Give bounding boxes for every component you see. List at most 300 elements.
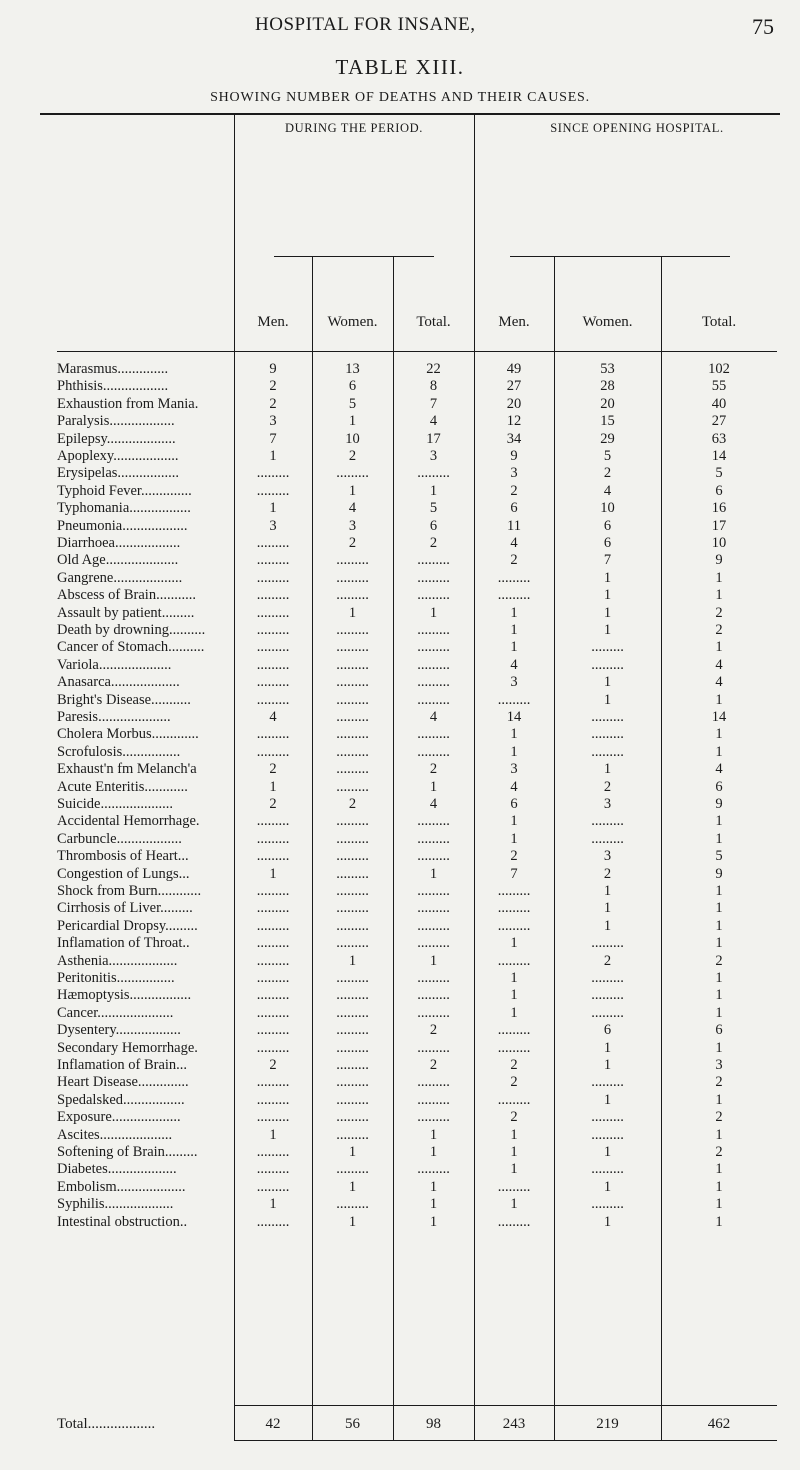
table-cell: 1: [715, 726, 723, 743]
table-cell: .........: [417, 1074, 450, 1091]
table-cell: .........: [256, 622, 290, 638]
group-rule-right: [510, 256, 730, 257]
table-cell: .........: [256, 535, 290, 551]
table-cell: .........: [256, 482, 290, 499]
table-cell: 2: [510, 552, 518, 569]
table-cell: 2: [429, 1057, 438, 1073]
table-cell: .........: [591, 709, 624, 725]
table-cell: 2: [603, 952, 612, 969]
running-head: HOSPITAL FOR INSANE,: [255, 14, 476, 35]
table-cell: 3: [269, 517, 277, 534]
table-row: [0, 500, 800, 517]
table-cell: .........: [497, 1091, 531, 1108]
cause-label: Diarrhoea..................: [57, 535, 181, 551]
cause-label: Suicide....................: [57, 796, 173, 812]
table-cell: .........: [497, 569, 531, 586]
table-cell: 1: [603, 1178, 612, 1195]
total-cell: 243: [502, 1416, 526, 1432]
cause-label: Old Age....................: [57, 552, 179, 569]
cause-label: Gangrene...................: [57, 569, 183, 586]
table-row: [0, 900, 800, 917]
table-cell: 7: [603, 552, 612, 569]
table-cell: 1: [348, 1213, 357, 1230]
table-row: [0, 570, 800, 587]
table-cell: 2: [348, 535, 357, 551]
cause-label: Cholera Morbus.............: [57, 726, 199, 743]
table-cell: .........: [497, 952, 531, 969]
table-cell: 2: [510, 848, 518, 865]
table-cell: .........: [591, 726, 624, 743]
table-cell: 5: [715, 848, 723, 865]
table-cell: 13: [345, 361, 360, 377]
table-cell: 49: [506, 361, 522, 377]
table-cell: .........: [497, 917, 531, 934]
table-cell: 2: [269, 378, 277, 395]
table-cell: 2: [510, 482, 518, 499]
table-cell: .........: [336, 1196, 369, 1213]
table-cell: 34: [506, 430, 522, 447]
table-cell: 4: [603, 482, 612, 499]
table-cell: .........: [256, 830, 290, 847]
table-cell: 1: [348, 952, 357, 969]
table-cell: 1: [715, 970, 723, 986]
table-cell: 1: [269, 778, 277, 795]
table-cell: 1: [510, 726, 518, 743]
table-row: [0, 413, 800, 430]
table-cell: .........: [256, 1004, 290, 1021]
table-cell: .........: [256, 935, 290, 952]
table-cell: 1: [510, 1126, 518, 1143]
table-cell: 1: [715, 900, 723, 917]
table-cell: 1: [348, 1178, 357, 1195]
table-row: [0, 1179, 800, 1196]
cause-label: Carbuncle..................: [57, 830, 182, 847]
cause-label: Pericardial Dropsy.........: [57, 917, 198, 934]
table-cell: 6: [715, 778, 723, 795]
cause-label: Paresis....................: [57, 709, 171, 725]
table-cell: 8: [429, 378, 438, 395]
table-cell: .........: [591, 1161, 624, 1178]
table-cell: 4: [715, 761, 723, 778]
table-cell: 2: [715, 952, 723, 969]
table-cell: .........: [336, 743, 369, 760]
table-cell: 3: [429, 448, 438, 464]
cause-label: Erysipelas.................: [57, 465, 180, 482]
table-cell: .........: [336, 656, 369, 673]
table-cell: .........: [336, 569, 369, 586]
table-cell: 4: [429, 413, 438, 430]
table-cell: 63: [711, 430, 727, 447]
cause-label: Secondary Hemorrhage.: [57, 1039, 198, 1056]
table-cell: 11: [507, 517, 521, 534]
table-row: [0, 953, 800, 970]
cause-label: Bright's Disease...........: [57, 691, 191, 708]
table-cell: 10: [711, 535, 727, 551]
table-cell: 1: [429, 1178, 438, 1195]
table-cell: .........: [256, 656, 290, 673]
table-cell: .........: [256, 569, 290, 586]
table-cell: .........: [336, 1091, 369, 1108]
table-cell: .........: [256, 639, 290, 656]
table-cell: 2: [715, 1109, 723, 1126]
table-cell: 4: [429, 709, 438, 725]
table-cell: 17: [711, 517, 727, 534]
table-cell: 7: [510, 865, 518, 882]
table-cell: .........: [256, 970, 290, 986]
table-cell: 27: [711, 413, 727, 430]
table-cell: 12: [506, 413, 522, 430]
table-cell: .........: [336, 935, 369, 952]
table-cell: .........: [591, 813, 624, 830]
table-cell: .........: [336, 1126, 369, 1143]
total-rule: [234, 1405, 777, 1406]
table-cell: .........: [591, 1126, 624, 1143]
table-cell: .........: [417, 691, 450, 708]
table-cell: .........: [256, 900, 290, 917]
table-row: [0, 726, 800, 743]
table-row: [0, 361, 800, 378]
table-cell: 1: [715, 1039, 723, 1056]
table-cell: .........: [336, 674, 369, 691]
table-row: [0, 1109, 800, 1126]
table-cell: .........: [256, 465, 290, 482]
table-cell: .........: [336, 1022, 369, 1039]
table-cell: .........: [417, 743, 450, 760]
table-cell: 1: [603, 587, 612, 604]
table-cell: 3: [269, 413, 277, 430]
table-cell: 2: [269, 395, 277, 412]
table-cell: 1: [603, 1039, 612, 1056]
table-cell: .........: [497, 883, 531, 899]
table-cell: .........: [417, 569, 450, 586]
table-row: [0, 605, 800, 622]
table-cell: 1: [603, 1213, 612, 1230]
table-cell: .........: [417, 674, 450, 691]
table-cell: .........: [417, 587, 450, 604]
table-cell: .........: [591, 987, 624, 1004]
table-cell: 1: [715, 1196, 723, 1213]
col-header-men-since: Men.: [498, 314, 530, 330]
table-cell: 1: [269, 500, 277, 517]
table-cell: 5: [348, 395, 357, 412]
table-cell: 1: [715, 917, 723, 934]
table-cell: .........: [591, 830, 624, 847]
cause-label: Heart Disease..............: [57, 1074, 189, 1091]
table-cell: .........: [417, 813, 450, 830]
table-cell: 1: [269, 1126, 277, 1143]
table-cell: 1: [348, 413, 357, 430]
group-since-header: SINCE OPENING HOSPITAL.: [550, 121, 724, 135]
group-rule-left: [274, 256, 434, 257]
table-cell: 3: [603, 848, 612, 865]
table-cell: .........: [336, 883, 369, 899]
table-cell: 4: [715, 674, 723, 691]
table-cell: 1: [269, 1196, 277, 1213]
table-cell: 6: [715, 1022, 723, 1039]
table-row: [0, 848, 800, 865]
table-cell: .........: [417, 552, 450, 569]
table-cell: 2: [429, 1022, 438, 1039]
header-rule: [57, 351, 777, 352]
table-cell: 1: [510, 604, 518, 621]
table-cell: 2: [429, 535, 438, 551]
table-cell: 10: [345, 430, 360, 447]
table-cell: .........: [256, 604, 290, 621]
table-cell: 6: [510, 500, 518, 517]
table-row: [0, 1040, 800, 1057]
table-cell: 1: [510, 1004, 518, 1021]
cause-label: Ascites....................: [57, 1126, 173, 1143]
total-cell: 56: [345, 1416, 360, 1432]
table-cell: 14: [711, 448, 727, 464]
table-cell: .........: [591, 639, 624, 656]
table-cell: 2: [715, 1074, 723, 1091]
table-cell: 1: [348, 604, 357, 621]
table-cell: 3: [510, 674, 518, 691]
table-cell: .........: [497, 691, 531, 708]
table-cell: .........: [256, 1144, 290, 1160]
table-cell: .........: [336, 900, 369, 917]
table-cell: 1: [715, 1178, 723, 1195]
col-header-total-since: Total.: [701, 314, 737, 330]
col-header-women-since: Women.: [582, 314, 633, 330]
table-cell: 2: [603, 465, 612, 482]
cause-label: Dysentery..................: [57, 1022, 181, 1039]
total-cell: 98: [426, 1416, 441, 1432]
table-cell: .........: [591, 1196, 624, 1213]
table-cell: .........: [591, 1109, 624, 1126]
table-cell: 3: [510, 761, 518, 778]
table-cell: .........: [336, 726, 369, 743]
table-cell: .........: [417, 622, 450, 638]
table-row: [0, 709, 800, 726]
total-cell: 462: [707, 1416, 731, 1432]
table-cell: .........: [336, 1074, 369, 1091]
table-cell: .........: [336, 1109, 369, 1126]
table-row: [0, 883, 800, 900]
table-cell: 5: [429, 500, 438, 517]
table-cell: 1: [603, 674, 612, 691]
table-cell: 6: [603, 1022, 612, 1039]
table-cell: 1: [510, 639, 518, 656]
table-cell: .........: [417, 970, 450, 986]
table-cell: 1: [715, 987, 723, 1004]
table-cell: .........: [256, 743, 290, 760]
table-row: [0, 761, 800, 778]
table-cell: 20: [600, 395, 615, 412]
table-cell: .........: [497, 1039, 531, 1056]
table-cell: .........: [256, 674, 290, 691]
table-cell: .........: [417, 917, 450, 934]
table-cell: 1: [510, 1144, 518, 1160]
table-row: [0, 1214, 800, 1231]
table-cell: 1: [603, 622, 612, 638]
table-cell: 2: [348, 796, 357, 812]
page-number: 75: [752, 14, 774, 39]
table-cell: 15: [600, 413, 615, 430]
table-row: [0, 1127, 800, 1144]
table-cell: .........: [336, 1039, 369, 1056]
table-cell: 22: [426, 361, 441, 377]
table-cell: .........: [336, 830, 369, 847]
cause-label: Spedalsked.................: [57, 1091, 185, 1108]
table-cell: 6: [603, 535, 612, 551]
cause-label: Congestion of Lungs...: [57, 865, 190, 882]
table-cell: .........: [417, 656, 450, 673]
table-cell: 1: [603, 604, 612, 621]
cause-label: Death by drowning..........: [57, 622, 206, 638]
cause-label: Paralysis..................: [57, 413, 175, 430]
table-row: [0, 657, 800, 674]
cause-label: Hæmoptysis.................: [57, 987, 192, 1004]
table-cell: .........: [497, 587, 531, 604]
cause-label: Asthenia...................: [57, 952, 178, 969]
table-row: [0, 1074, 800, 1091]
table-cell: 1: [348, 482, 357, 499]
table-cell: .........: [497, 1022, 531, 1039]
table-cell: 14: [711, 709, 727, 725]
table-cell: 1: [429, 482, 438, 499]
table-cell: 1: [510, 970, 518, 986]
table-cell: .........: [256, 987, 290, 1004]
table-cell: .........: [417, 900, 450, 917]
table-cell: 9: [715, 865, 723, 882]
table-cell: 4: [715, 656, 723, 673]
table-row: [0, 448, 800, 465]
table-cell: 1: [269, 865, 277, 882]
table-cell: .........: [336, 709, 369, 725]
table-cell: .........: [336, 1057, 369, 1073]
table-cell: 1: [715, 813, 723, 830]
table-row: [0, 431, 800, 448]
table-row: [0, 1057, 800, 1074]
table-cell: 1: [429, 865, 438, 882]
table-cell: .........: [256, 883, 290, 899]
table-title: TABLE XIII.: [335, 55, 465, 79]
table-cell: .........: [336, 970, 369, 986]
cause-label: Exhaustion from Mania.: [57, 395, 199, 412]
col-header-total: Total.: [416, 314, 451, 330]
table-cell: .........: [417, 848, 450, 865]
table-cell: .........: [256, 1039, 290, 1056]
table-row: [0, 483, 800, 500]
table-cell: .........: [417, 830, 450, 847]
table-row: [0, 866, 800, 883]
table-cell: 1: [603, 761, 612, 778]
table-row: [0, 918, 800, 935]
table-row: [0, 987, 800, 1004]
table-cell: .........: [256, 848, 290, 865]
total-row: [0, 1414, 800, 1434]
table-cell: 1: [603, 1091, 612, 1108]
table-row: [0, 692, 800, 709]
table-cell: 1: [715, 569, 723, 586]
table-cell: 1: [603, 883, 612, 899]
cause-label: Softening of Brain.........: [57, 1144, 198, 1160]
table-cell: 3: [510, 465, 518, 482]
table-row: [0, 1196, 800, 1213]
table-cell: 20: [506, 395, 522, 412]
cause-label: Typhoid Fever..............: [57, 482, 192, 499]
table-cell: .........: [336, 1004, 369, 1021]
table-cell: .........: [336, 813, 369, 830]
table-cell: 1: [429, 1126, 438, 1143]
table-cell: .........: [417, 1004, 450, 1021]
table-cell: .........: [417, 1091, 450, 1108]
table-cell: .........: [417, 726, 450, 743]
table-row: [0, 935, 800, 952]
cause-label: Diabetes...................: [57, 1161, 177, 1178]
table-cell: 1: [715, 1161, 723, 1178]
table-cell: 2: [603, 778, 612, 795]
table-cell: 9: [510, 448, 518, 464]
table-row: [0, 674, 800, 691]
table-cell: .........: [256, 552, 290, 569]
table-cell: .........: [336, 778, 369, 795]
table-cell: .........: [256, 813, 290, 830]
table-cell: 1: [348, 1144, 357, 1160]
table-cell: .........: [256, 587, 290, 604]
table-cell: 1: [715, 1004, 723, 1021]
table-row: [0, 813, 800, 830]
table-cell: .........: [417, 935, 450, 952]
table-cell: .........: [497, 900, 531, 917]
table-cell: .........: [256, 691, 290, 708]
table-cell: 1: [603, 900, 612, 917]
table-cell: 1: [269, 448, 277, 464]
table-cell: .........: [336, 552, 369, 569]
table-cell: 7: [269, 430, 277, 447]
table-cell: 9: [715, 552, 723, 569]
table-cell: 5: [603, 448, 612, 464]
table-cell: 1: [715, 1091, 723, 1108]
table-cell: 4: [510, 778, 518, 795]
table-cell: 5: [715, 465, 723, 482]
table-cell: .........: [256, 1091, 290, 1108]
table-cell: .........: [256, 726, 290, 743]
col-header-men: Men.: [257, 314, 289, 330]
bottom-rule: [234, 1440, 777, 1441]
table-cell: 1: [510, 987, 518, 1004]
cause-label: Shock from Burn............: [57, 883, 202, 899]
table-row: [0, 744, 800, 761]
table-row: [0, 970, 800, 987]
table-cell: 1: [603, 917, 612, 934]
table-cell: 1: [429, 604, 438, 621]
table-cell: 2: [269, 1057, 277, 1073]
table-cell: .........: [591, 1074, 624, 1091]
table-cell: 1: [510, 622, 518, 638]
table-cell: 1: [715, 691, 723, 708]
table-cell: 1: [715, 935, 723, 952]
table-cell: .........: [336, 917, 369, 934]
cause-label: Epilepsy...................: [57, 430, 176, 447]
table-cell: .........: [497, 1178, 531, 1195]
table-cell: 6: [348, 378, 357, 395]
table-cell: 4: [429, 796, 438, 812]
table-cell: 1: [715, 587, 723, 604]
cause-label: Cancer.....................: [57, 1004, 174, 1021]
table-cell: .........: [417, 1039, 450, 1056]
table-cell: .........: [336, 865, 369, 882]
table-cell: 9: [715, 796, 723, 812]
table-cell: .........: [417, 465, 450, 482]
table-cell: .........: [591, 935, 624, 952]
table-cell: 55: [711, 378, 727, 395]
table-cell: .........: [497, 1213, 531, 1230]
table-cell: .........: [591, 743, 624, 760]
table-cell: 3: [715, 1057, 723, 1073]
